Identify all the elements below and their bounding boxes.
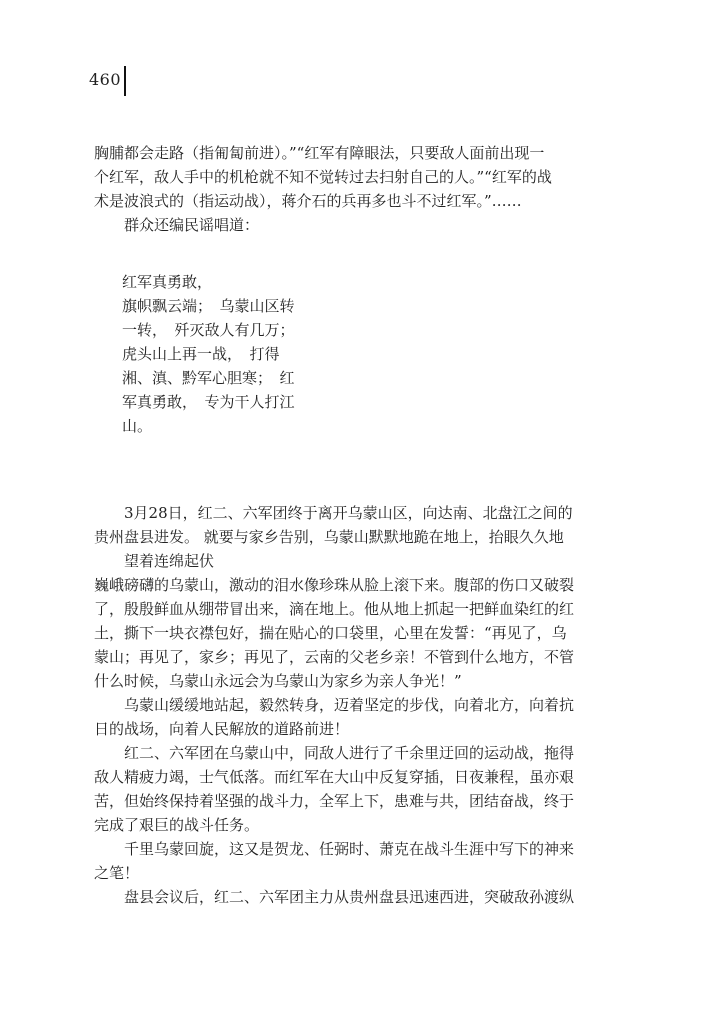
text-line: 乌蒙山缓缓地站起，毅然转身，迈着坚定的步伐，向着北方，向着抗 [94,696,575,714]
text-line: 3月28日，红二、六军团终于离开乌蒙山区，向达南、北盘江之间的 [94,504,573,522]
poem-line: 湘、滇、黔军心胆寒； 红 [122,369,295,387]
text-line: 望着连绵起伏 [94,552,215,570]
text-line: 千里乌蒙回旋，这又是贺龙、任弼时、萧克在战斗生涯中写下的神来 [94,840,575,858]
text-line: 群众还编民谣唱道： [94,216,260,234]
text-line: 什么时候，乌蒙山永远会为乌蒙山为家乡为亲人争光！” [94,672,462,690]
text-line: 红二、六军团在乌蒙山中，同敌人进行了千余里迂回的运动战，拖得 [94,744,575,762]
text-line: 完成了艰巨的战斗任务。 [94,816,260,834]
text-line: 术是波浪式的（指运动战），蒋介石的兵再多也斗不过红军。”…… [94,192,522,210]
poem-line: 旗帜飘云端； 乌蒙山区转 [122,297,295,315]
text-line: 贵州盘县进发。 就要与家乡告别，乌蒙山默默地跪在地上，抬眼久久地 [94,528,564,546]
text-line: 了，殷殷鲜血从绷带冒出来，滴在地上。他从地上抓起一把鲜血染红的红 [94,600,575,618]
text-line: 日的战场，向着人民解放的道路前进！ [94,720,350,738]
header-rule [124,66,126,96]
text-line: 之笔！ [94,864,140,882]
text-line: 巍峨磅礴的乌蒙山，激动的泪水像珍珠从脸上滚下来。腹部的伤口又破裂 [94,576,575,594]
text-line: 苦，但始终保持着坚强的战斗力，全军上下，患难与共，团结奋战，终于 [94,792,575,810]
poem-line: 军真勇敢， 专为干人打江 [122,393,295,411]
text-line: 蒙山；再见了，家乡；再见了，云南的父老乡亲！不管到什么地方，不管 [94,648,575,666]
text-line: 土，撕下一块衣襟包好，揣在贴心的口袋里，心里在发誓：“再见了，乌 [94,624,567,642]
text-line: 个红军，敌人手中的机枪就不知不觉转过去扫射自己的人。”“红军的战 [94,168,552,186]
text-line: 盘县会议后，红二、六军团主力从贵州盘县迅速西进，突破敌孙渡纵 [94,888,575,906]
page-number: 460 [89,70,122,89]
poem-line: 山。 [122,417,153,435]
text-line: 胸脯都会走路（指匍匐前进）。”“红军有障眼法，只要敌人面前出现一 [94,144,545,162]
poem-line: 红军真勇敢， [122,273,213,291]
text-line: 敌人精疲力竭，士气低落。而红军在大山中反复穿插，日夜兼程，虽亦艰 [94,768,575,786]
poem-line: 虎头山上再一战， 打得 [122,345,280,363]
poem-line: 一转， 歼灭敌人有几万； [122,321,295,339]
